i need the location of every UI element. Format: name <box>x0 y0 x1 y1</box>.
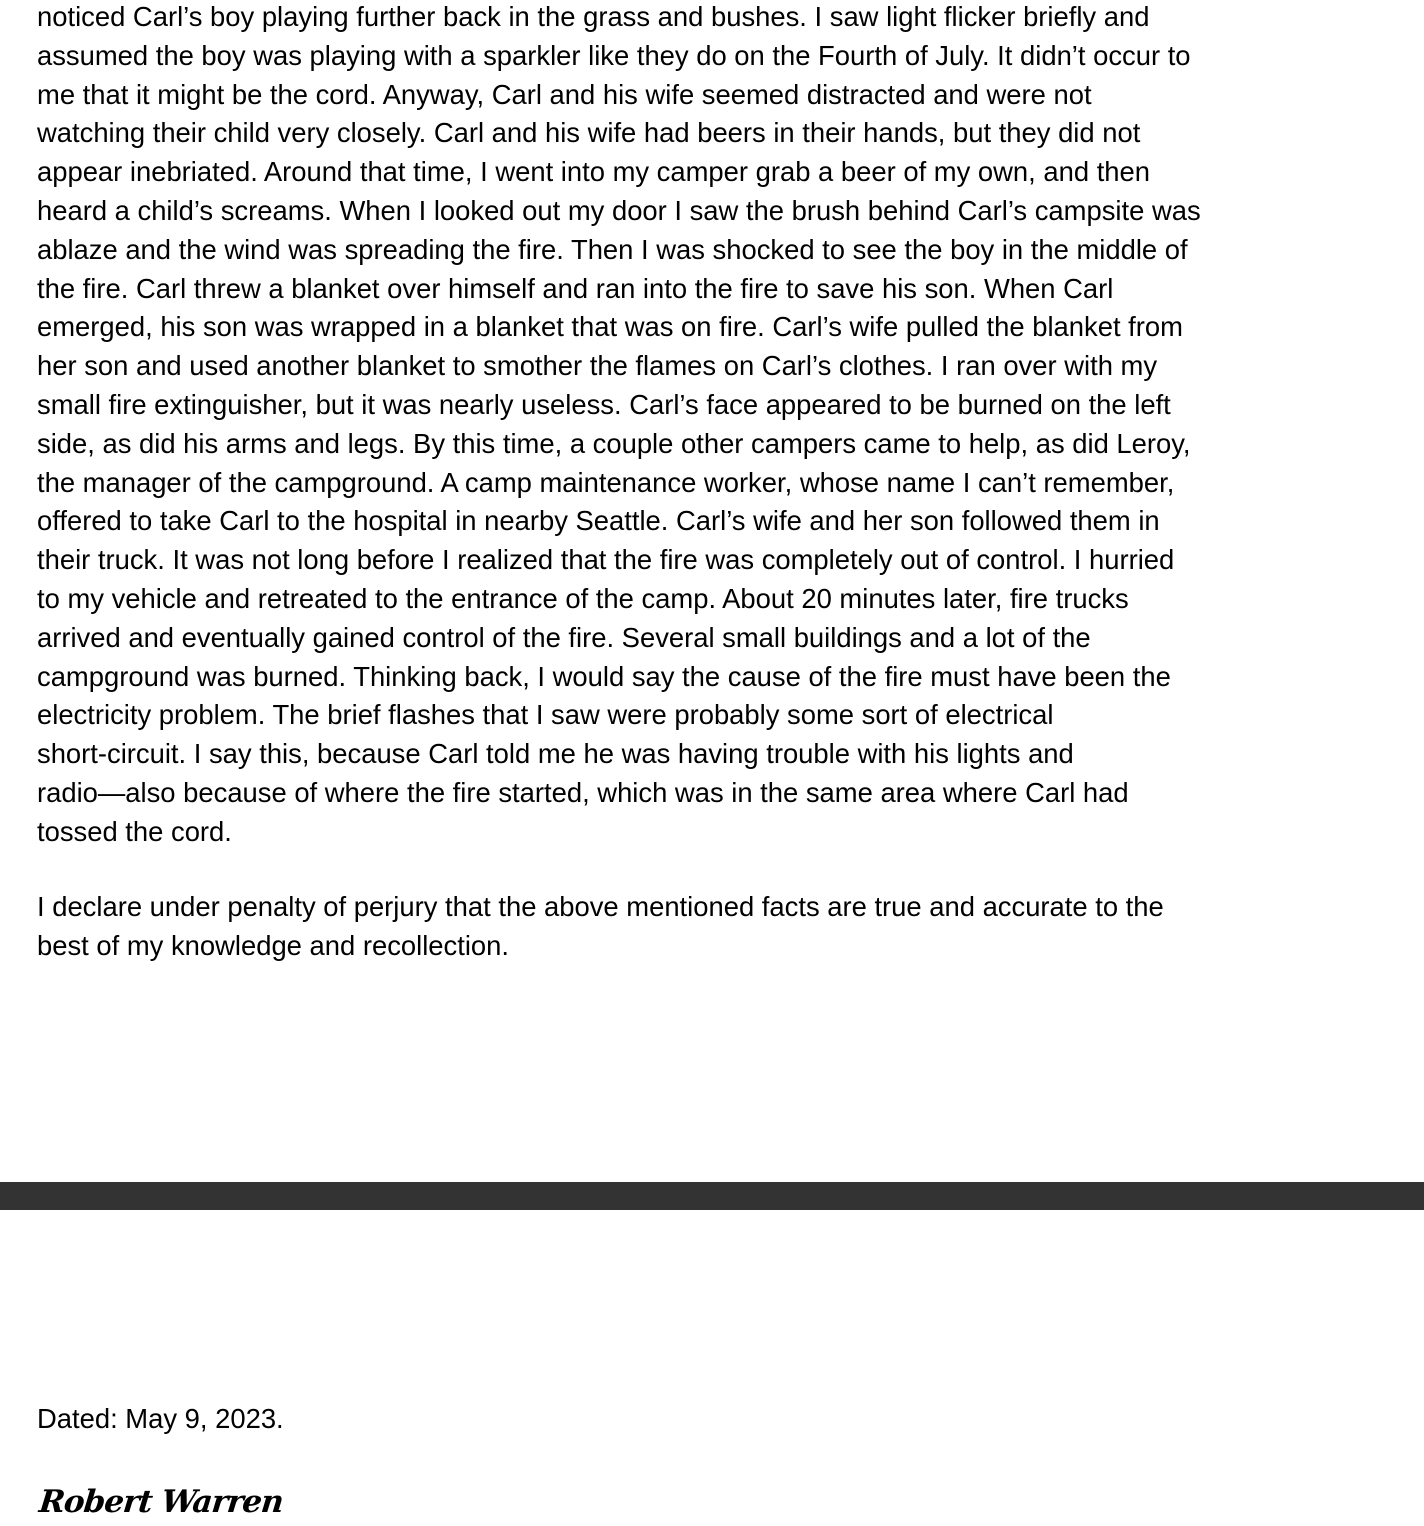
perjury-declaration: I declare under penalty of perjury that the above mentioned facts are true and accurate to the best of my knowledge and recollection. <box>37 891 1164 961</box>
signature: Robert Warren <box>37 1484 285 1520</box>
dated-line: Dated: May 9, 2023. <box>37 1403 284 1434</box>
page-break-divider <box>0 1182 1424 1210</box>
witness-statement-paragraph: noticed Carl’s boy playing further back in the grass and bushes. I saw light flicker briefly and assumed the boy was playing with a sparkler like they do on the Fourth of July. It didn’t occur to me that it might be the cord. Anyway, Carl and his wife seemed distracted and were not watching their child very closely. Carl and his wife had beers in their hands, but they did not appear inebriated. Around that time, I went into my camper grab a beer of my own, and then heard a child’s screams. When I looked out my door I saw the brush behind Carl’s campsite was ablaze and the wind was spreading the fire. Then I was shocked to see the boy in the middle of the fire. Carl threw a blanket over himself and ran into the fire to save his son. When Carl emerged, his son was wrapped in a blanket that was on fire. Carl’s wife pulled the blanket from her son and used another blanket to smother the flames on Carl’s clothes. I ran over with my small fire extinguisher, but it was nearly useless. Carl’s face appeared to be burned on the left side, as did his arms and legs. By this time, a couple other campers came to help, as did Leroy, the manager of the campground. A camp maintenance worker, whose name I can’t remember, offered to take Carl to the hospital in nearby Seattle. Carl’s wife and her son followed them in their truck. It was not long before I realized that the fire was completely out of control. I hurried to my vehicle and retreated to the entrance of the camp. About 20 minutes later, fire trucks arrived and eventually gained control of the fire. Several small buildings and a lot of the campground was burned. Thinking back, I would say the cause of the fire must have been the electricity problem. The brief flashes that I saw were probably some sort of electrical short-circuit. I say this, because Carl told me he was having trouble with his lights and radio—also because of where the fire started, which was in the same area where Carl had tossed the cord. <box>37 1 1201 847</box>
document-page-2 <box>0 1210 1424 1526</box>
